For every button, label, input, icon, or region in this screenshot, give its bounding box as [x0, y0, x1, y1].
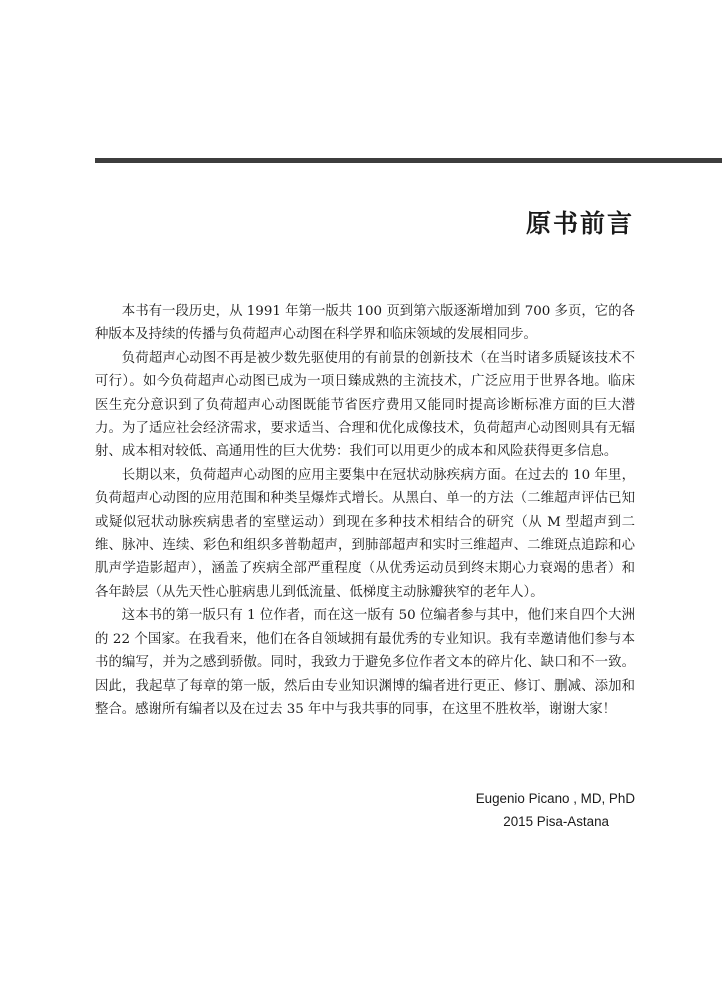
header-rule: [95, 158, 722, 163]
page-title: 原书前言: [525, 209, 634, 238]
paragraph-3: 长期以来，负荷超声心动图的应用主要集中在冠状动脉疾病方面。在过去的 10 年里，负荷超声心动图的应用范围和种类呈爆炸式增长。从黑白、单一的方法（二维超声评估已知或疑似冠状动脉疾病患者的室壁运动）到现在多种技术相结合的研究（从 M 型超声到二维、脉冲、连续、彩色和组织多普勒超声，到肺部超声和实时三维超声、二维斑点追踪和心肌声学造影超声），涵盖了疾病全部严重程度（从优秀运动员到终末期心力衰竭的患者）和各年龄层（从先天性心脏病患儿到低流量、低梯度主动脉瓣狭窄的老年人）。: [95, 467, 635, 600]
paragraph-2: 负荷超声心动图不再是被少数先驱使用的有前景的创新技术（在当时诸多质疑该技术不可行）。如今负荷超声心动图已成为一项日臻成熟的主流技术，广泛应用于世界各地。临床医生充分意识到了负荷超声心动图既能节省医疗费用又能同时提高诊断标准方面的巨大潜力。为了适应社会经济需求，要求适当、合理和优化成像技术，负荷超声心动图则具有无辐射、成本相对较低、高通用性的巨大优势：我们可以用更少的成本和风险获得更多信息。: [95, 350, 635, 460]
paragraph-4: 这本书的第一版只有 1 位作者，而在这一版有 50 位编者参与其中，他们来自四个大洲的 22 个国家。在我看来，他们在各自领域拥有最优秀的专业知识。我有幸邀请他们参与本书的编写，并为之感到骄傲。同时，我致力于避免多位作者文本的碎片化、缺口和不一致。因此，我起草了每章的第一版，然后由专业知识渊博的编者进行更正、修订、删减、添加和整合。感谢所有编者以及在过去 35 年中与我共事的同事，在这里不胜枚举，谢谢大家！: [95, 608, 635, 717]
paragraph-1: 本书有一段历史，从 1991 年第一版共 100 页到第六版逐渐增加到 700 多页，它的各种版本及持续的传播与负荷超声心动图在科学界和临床领域的发展相同步。: [95, 304, 635, 343]
signature-block: [476, 787, 635, 833]
author-name: Eugenio Picano , MD, PhD: [475, 791, 635, 806]
place-date: 2015 Pisa-Astana: [503, 814, 609, 829]
preface-body: [95, 300, 635, 721]
